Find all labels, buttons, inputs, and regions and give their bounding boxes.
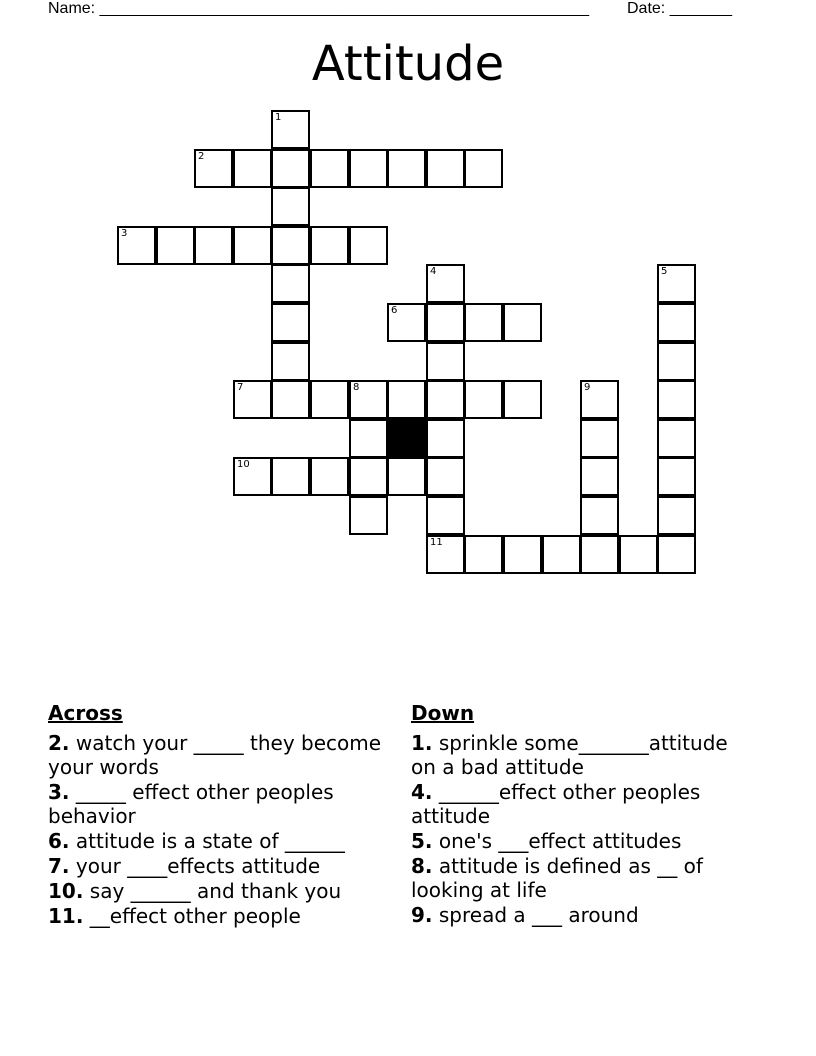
crossword-cell[interactable] [233,457,272,496]
crossword-cell[interactable] [426,342,465,381]
crossword-cell[interactable] [271,110,310,149]
crossword-cell[interactable] [387,380,426,419]
crossword-cell[interactable] [349,457,388,496]
crossword-cell[interactable] [233,380,272,419]
crossword-cell[interactable] [310,226,349,265]
clue-item-number: 8. [411,854,433,878]
crossword-cell[interactable] [464,380,503,419]
crossword-cell[interactable] [349,419,388,458]
crossword-cell[interactable] [464,149,503,188]
clue-item-text: ______effect other peoples attitude [411,780,701,828]
crossword-cell[interactable] [580,419,619,458]
crossword-cell[interactable] [271,303,310,342]
clue-item [48,879,388,903]
crossword-cell[interactable] [387,457,426,496]
clue-item [48,829,388,853]
crossword-cell[interactable] [426,535,465,574]
clue-number: 3 [121,228,128,239]
crossword-cell[interactable] [271,187,310,226]
crossword-cell[interactable] [271,457,310,496]
crossword-cell[interactable] [233,226,272,265]
crossword-cell[interactable] [657,457,696,496]
clue-item-text: _____ effect other peoples behavior [48,780,334,828]
crossword-cell[interactable] [464,303,503,342]
black-cell [387,419,426,458]
crossword-cell[interactable] [194,226,233,265]
name-field: Name: _______________________________________________________ [48,0,589,17]
crossword-cell[interactable] [503,380,542,419]
clue-item [411,731,751,779]
crossword-cell[interactable] [426,496,465,535]
crossword-cell[interactable] [349,380,388,419]
clue-item [48,854,388,878]
clue-item-text: one's ___effect attitudes [432,829,682,853]
across-clues [48,701,388,929]
across-heading: Across [48,701,123,725]
crossword-cell[interactable] [233,149,272,188]
crossword-cell[interactable] [271,149,310,188]
clue-number: 7 [237,382,244,393]
clue-number: 11 [430,537,443,548]
clue-number: 8 [353,382,360,393]
crossword-cell[interactable] [426,149,465,188]
clue-item-number: 10. [48,879,84,903]
crossword-cell[interactable] [657,380,696,419]
clue-number: 10 [237,459,250,470]
clue-item-number: 4. [411,780,433,804]
clue-item-number: 2. [48,731,70,755]
clue-item [411,903,751,927]
down-clue-list [411,731,751,927]
crossword-cell[interactable] [426,303,465,342]
crossword-cell[interactable] [310,380,349,419]
crossword-cell[interactable] [271,264,310,303]
clue-item [48,780,388,828]
crossword-cell[interactable] [349,149,388,188]
clue-item-number: 3. [48,780,70,804]
crossword-cell[interactable] [426,457,465,496]
clue-item-number: 6. [48,829,70,853]
clue-number: 4 [430,266,437,277]
clue-item [48,731,388,779]
crossword-cell[interactable] [580,496,619,535]
crossword-cell[interactable] [464,535,503,574]
crossword-cell[interactable] [580,380,619,419]
crossword-cell[interactable] [194,149,233,188]
crossword-cell[interactable] [503,535,542,574]
crossword-cell[interactable] [349,496,388,535]
crossword-cell[interactable] [503,303,542,342]
crossword-cell[interactable] [387,149,426,188]
clue-number: 1 [275,112,282,123]
crossword-cell[interactable] [580,457,619,496]
clue-number: 2 [198,151,205,162]
clue-item [411,854,751,902]
clue-number: 6 [391,305,398,316]
crossword-cell[interactable] [657,264,696,303]
clue-item-text: __effect other people [83,904,301,928]
crossword-cell[interactable] [657,419,696,458]
crossword-cell[interactable] [657,496,696,535]
across-clue-list [48,731,388,928]
crossword-cell[interactable] [271,380,310,419]
clue-item-text: watch your _____ they become your words [48,731,382,779]
crossword-cell[interactable] [657,342,696,381]
crossword-cell[interactable] [542,535,581,574]
crossword-cell[interactable] [117,226,156,265]
clue-number: 5 [661,266,668,277]
crossword-cell[interactable] [310,149,349,188]
crossword-cell[interactable] [426,380,465,419]
down-clues [411,701,751,928]
crossword-cell[interactable] [619,535,658,574]
date-field: Date: _______ [627,0,732,17]
crossword-cell[interactable] [580,535,619,574]
crossword-cell[interactable] [271,342,310,381]
crossword-cell[interactable] [657,535,696,574]
clue-item-number: 9. [411,903,433,927]
clue-item [411,780,751,828]
crossword-cell[interactable] [349,226,388,265]
crossword-cell[interactable] [426,419,465,458]
clue-item-number: 5. [411,829,433,853]
crossword-cell[interactable] [657,303,696,342]
clue-item-text: attitude is defined as __ of looking at life [411,854,703,902]
crossword-cell[interactable] [387,303,426,342]
crossword-cell[interactable] [271,226,310,265]
clue-item [48,904,388,928]
crossword-cell[interactable] [426,264,465,303]
puzzle-title: Attitude [311,36,505,92]
clue-item-text: spread a ___ around [432,903,639,927]
crossword-cell[interactable] [156,226,195,265]
clue-number: 9 [584,382,591,393]
clue-item [411,829,751,853]
crossword-cell[interactable] [310,457,349,496]
clue-item-number: 1. [411,731,433,755]
clue-item-text: say ______ and thank you [83,879,342,903]
down-heading: Down [411,701,475,725]
clue-item-text: your ____effects attitude [69,854,321,878]
clue-item-text: attitude is a state of ______ [69,829,345,853]
clue-item-number: 7. [48,854,70,878]
clue-item-text: sprinkle some_______attitude on a bad attitude [411,731,728,779]
clue-item-number: 11. [48,904,84,928]
